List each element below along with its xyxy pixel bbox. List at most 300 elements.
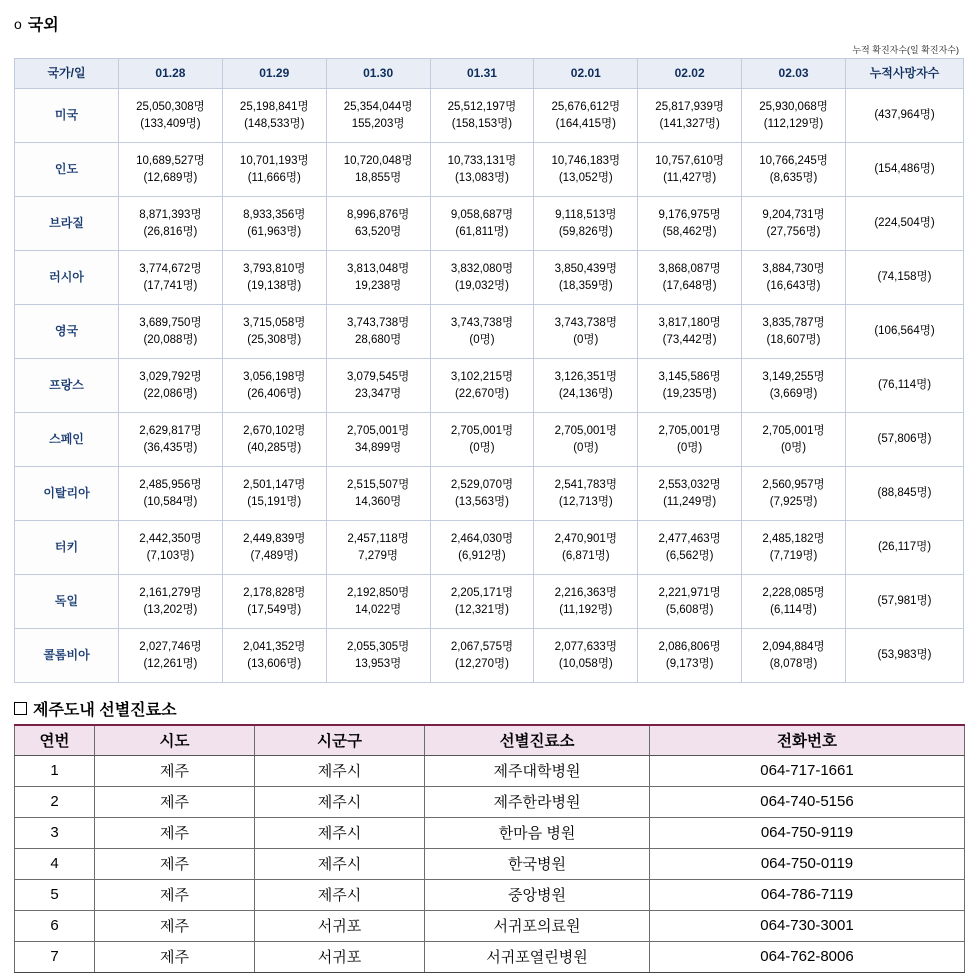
cumulative-cases: 2,464,030명 bbox=[450, 532, 514, 545]
cumulative-cases: 8,933,356명 bbox=[243, 208, 306, 221]
daily-cases: (22,086명) bbox=[143, 387, 198, 400]
cumulative-cases: 2,705,001명 bbox=[762, 424, 825, 437]
overseas-col-0202: 02.02 bbox=[638, 59, 742, 89]
cumulative-cases: 25,512,197명 bbox=[447, 100, 517, 113]
cumulative-cases: 25,930,068명 bbox=[759, 100, 828, 113]
cumulative-cases: 2,629,817명 bbox=[139, 424, 202, 437]
daily-cases: (27,756명) bbox=[766, 225, 821, 238]
clinics-col-sido: 시도 bbox=[95, 725, 255, 755]
cumulative-cases: 2,705,001명 bbox=[658, 424, 721, 437]
daily-cases: (7,925명) bbox=[769, 495, 818, 508]
overseas-data-cell bbox=[638, 629, 742, 683]
cumulative-cases: 10,720,048명 bbox=[343, 154, 413, 167]
cumulative-cases: 2,077,633명 bbox=[554, 640, 617, 653]
overseas-data-cell bbox=[534, 197, 638, 251]
daily-cases: (112,129명) bbox=[763, 117, 824, 130]
cumulative-cases: 3,056,198명 bbox=[243, 370, 306, 383]
daily-cases: 14,022명 bbox=[354, 603, 402, 616]
daily-cases: (58,462명) bbox=[662, 225, 717, 238]
table-row bbox=[15, 305, 964, 359]
overseas-country-cell: 프랑스 bbox=[15, 359, 119, 413]
table-row bbox=[15, 467, 964, 521]
clinic-sigungu-cell: 서귀포 bbox=[255, 941, 425, 972]
cumulative-cases: 2,192,850명 bbox=[346, 586, 410, 599]
overseas-country-cell: 브라질 bbox=[15, 197, 119, 251]
clinic-no-cell: 7 bbox=[15, 941, 95, 972]
daily-cases: 7,279명 bbox=[358, 549, 399, 562]
daily-cases: (6,114명) bbox=[770, 603, 817, 616]
overseas-data-cell bbox=[119, 197, 223, 251]
daily-cases: (6,912명) bbox=[458, 549, 506, 562]
cumulative-cases: 2,161,279명 bbox=[139, 586, 202, 599]
overseas-data-cell bbox=[222, 629, 326, 683]
daily-cases: (17,741명) bbox=[143, 279, 198, 292]
daily-cases: (0명) bbox=[469, 441, 495, 454]
overseas-data-cell bbox=[534, 359, 638, 413]
overseas-data-cell bbox=[430, 305, 534, 359]
cumulative-cases: 2,221,971명 bbox=[658, 586, 721, 599]
overseas-table-header-row bbox=[15, 59, 964, 89]
clinic-sigungu-cell: 제주시 bbox=[255, 786, 425, 817]
daily-cases: (12,713명) bbox=[558, 495, 613, 508]
overseas-data-cell bbox=[534, 521, 638, 575]
cumulative-cases: 2,027,746명 bbox=[139, 640, 202, 653]
overseas-data-cell bbox=[222, 143, 326, 197]
clinic-name-cell: 서귀포열린병원 bbox=[425, 941, 650, 972]
cumulative-cases: 10,766,245명 bbox=[759, 154, 828, 167]
clinic-name-cell: 서귀포의료원 bbox=[425, 910, 650, 941]
overseas-data-cell bbox=[742, 305, 846, 359]
daily-cases: (133,409명) bbox=[140, 117, 201, 130]
cumulative-cases: 9,204,731명 bbox=[762, 208, 825, 221]
overseas-data-cell bbox=[222, 575, 326, 629]
overseas-data-cell bbox=[430, 521, 534, 575]
overseas-data-cell bbox=[119, 413, 223, 467]
cumulative-cases: 2,705,001명 bbox=[450, 424, 514, 437]
cumulative-cases: 3,813,048명 bbox=[346, 262, 410, 275]
clinic-phone-cell: 064-717-1661 bbox=[650, 755, 965, 786]
overseas-data-cell bbox=[638, 305, 742, 359]
overseas-data-cell bbox=[534, 575, 638, 629]
overseas-data-cell bbox=[119, 359, 223, 413]
clinics-heading-label: 제주도내 선별진료소 bbox=[33, 702, 177, 719]
cumulative-cases: 3,029,792명 bbox=[139, 370, 202, 383]
daily-cases: (73,442명) bbox=[662, 333, 717, 346]
cumulative-cases: 2,216,363명 bbox=[554, 586, 617, 599]
daily-cases: (148,533명) bbox=[244, 117, 305, 130]
daily-cases: (13,202명) bbox=[143, 603, 198, 616]
overseas-data-cell bbox=[326, 467, 430, 521]
clinics-col-sigungu: 시군구 bbox=[255, 725, 425, 755]
clinic-phone-cell: 064-750-9119 bbox=[650, 817, 965, 848]
overseas-data-cell bbox=[119, 305, 223, 359]
clinic-no-cell: 2 bbox=[15, 786, 95, 817]
daily-cases: (18,359명) bbox=[558, 279, 613, 292]
overseas-col-0130: 01.30 bbox=[326, 59, 430, 89]
cumulative-cases: 25,676,612명 bbox=[551, 100, 621, 113]
overseas-deaths-cell: (76,114명) bbox=[846, 359, 964, 413]
table-row bbox=[15, 910, 965, 941]
daily-cases: (7,719명) bbox=[769, 549, 818, 562]
cumulative-cases: 3,689,750명 bbox=[139, 316, 202, 329]
overseas-data-cell bbox=[534, 89, 638, 143]
overseas-col-deaths: 누적사망자수 bbox=[846, 59, 964, 89]
cumulative-cases: 2,178,828명 bbox=[243, 586, 306, 599]
overseas-country-cell: 독일 bbox=[15, 575, 119, 629]
overseas-data-cell bbox=[222, 251, 326, 305]
clinic-phone-cell: 064-740-5156 bbox=[650, 786, 965, 817]
overseas-data-cell bbox=[326, 575, 430, 629]
clinic-phone-cell: 064-762-8006 bbox=[650, 941, 965, 972]
clinic-sigungu-cell: 제주시 bbox=[255, 879, 425, 910]
overseas-data-cell bbox=[119, 89, 223, 143]
cumulative-cases: 2,515,507명 bbox=[346, 478, 410, 491]
daily-cases: (26,406명) bbox=[247, 387, 302, 400]
daily-cases: (0명) bbox=[573, 333, 599, 346]
daily-cases: (12,270명) bbox=[454, 657, 509, 670]
clinics-col-phone: 전화번호 bbox=[650, 725, 965, 755]
daily-cases: (158,153명) bbox=[451, 117, 513, 130]
daily-cases: 155,203명 bbox=[351, 117, 405, 130]
table-row bbox=[15, 848, 965, 879]
circle-o-bullet-icon: o bbox=[14, 15, 22, 32]
cumulative-cases: 2,560,957명 bbox=[762, 478, 825, 491]
daily-cases: (16,643명) bbox=[766, 279, 821, 292]
clinic-name-cell: 제주대학병원 bbox=[425, 755, 650, 786]
overseas-data-cell bbox=[430, 575, 534, 629]
clinic-name-cell: 한국병원 bbox=[425, 848, 650, 879]
clinic-no-cell: 4 bbox=[15, 848, 95, 879]
daily-cases: (59,826명) bbox=[558, 225, 613, 238]
cumulative-cases: 9,058,687명 bbox=[450, 208, 514, 221]
daily-cases: (11,666명) bbox=[247, 171, 301, 184]
daily-cases: (13,606명) bbox=[247, 657, 302, 670]
cumulative-cases: 10,689,527명 bbox=[136, 154, 205, 167]
overseas-data-cell bbox=[119, 251, 223, 305]
overseas-heading-label: 국외 bbox=[27, 17, 59, 34]
overseas-col-0129: 01.29 bbox=[222, 59, 326, 89]
clinic-sigungu-cell: 제주시 bbox=[255, 817, 425, 848]
overseas-country-cell: 러시아 bbox=[15, 251, 119, 305]
daily-cases: (5,608명) bbox=[665, 603, 714, 616]
cumulative-cases: 2,457,118명 bbox=[347, 532, 409, 545]
daily-cases: (22,670명) bbox=[454, 387, 509, 400]
daily-cases: (7,489명) bbox=[250, 549, 299, 562]
daily-cases: 13,953명 bbox=[354, 657, 402, 670]
daily-cases: (19,032명) bbox=[454, 279, 509, 292]
table-row bbox=[15, 359, 964, 413]
cumulative-cases: 2,449,839명 bbox=[243, 532, 306, 545]
cumulative-cases: 2,501,147명 bbox=[243, 478, 306, 491]
daily-cases: 63,520명 bbox=[354, 225, 402, 238]
cumulative-cases: 2,442,350명 bbox=[139, 532, 202, 545]
daily-cases: (10,058명) bbox=[558, 657, 613, 670]
overseas-country-cell: 영국 bbox=[15, 305, 119, 359]
clinic-sido-cell: 제주 bbox=[95, 755, 255, 786]
daily-cases: (6,562명) bbox=[665, 549, 714, 562]
overseas-data-cell bbox=[742, 359, 846, 413]
cumulative-cases: 2,470,901명 bbox=[554, 532, 617, 545]
overseas-country-cell: 인도 bbox=[15, 143, 119, 197]
daily-cases: 14,360명 bbox=[354, 495, 402, 508]
daily-cases: (7,103명) bbox=[146, 549, 195, 562]
overseas-data-cell bbox=[326, 89, 430, 143]
overseas-data-cell bbox=[326, 305, 430, 359]
table-row bbox=[15, 817, 965, 848]
daily-cases: 18,855명 bbox=[354, 171, 402, 184]
cumulative-cases: 3,817,180명 bbox=[658, 316, 721, 329]
overseas-data-cell bbox=[638, 251, 742, 305]
daily-cases: (3,669명) bbox=[769, 387, 818, 400]
overseas-data-cell bbox=[638, 575, 742, 629]
table-row bbox=[15, 941, 965, 972]
cumulative-cases: 3,079,545명 bbox=[346, 370, 410, 383]
overseas-deaths-cell: (437,964명) bbox=[846, 89, 964, 143]
table-row bbox=[15, 786, 965, 817]
overseas-data-cell bbox=[638, 521, 742, 575]
clinic-sido-cell: 제주 bbox=[95, 910, 255, 941]
daily-cases: (11,249명) bbox=[663, 495, 717, 508]
table-row bbox=[15, 575, 964, 629]
table-row bbox=[15, 143, 964, 197]
overseas-col-0203: 02.03 bbox=[742, 59, 846, 89]
daily-cases: (0명) bbox=[469, 333, 495, 346]
cumulative-cases: 3,793,810명 bbox=[243, 262, 306, 275]
cumulative-cases: 3,835,787명 bbox=[762, 316, 825, 329]
overseas-data-cell bbox=[222, 413, 326, 467]
overseas-data-cell bbox=[326, 359, 430, 413]
table-row bbox=[15, 629, 964, 683]
cumulative-cases: 10,701,193명 bbox=[239, 154, 309, 167]
daily-cases: (11,427명) bbox=[663, 171, 717, 184]
overseas-data-cell bbox=[638, 197, 742, 251]
overseas-data-cell bbox=[742, 251, 846, 305]
cumulative-cases: 3,743,738명 bbox=[346, 316, 410, 329]
overseas-data-cell bbox=[534, 467, 638, 521]
table-row bbox=[15, 251, 964, 305]
overseas-deaths-cell: (106,564명) bbox=[846, 305, 964, 359]
overseas-data-cell bbox=[430, 197, 534, 251]
clinic-no-cell: 3 bbox=[15, 817, 95, 848]
cumulative-cases: 3,868,087명 bbox=[658, 262, 721, 275]
overseas-data-cell bbox=[742, 89, 846, 143]
overseas-data-cell bbox=[119, 629, 223, 683]
clinic-no-cell: 1 bbox=[15, 755, 95, 786]
overseas-data-cell bbox=[742, 143, 846, 197]
cumulative-cases: 10,733,131명 bbox=[447, 154, 517, 167]
cumulative-cases: 10,757,610명 bbox=[655, 154, 724, 167]
overseas-deaths-cell: (74,158명) bbox=[846, 251, 964, 305]
daily-cases: (40,285명) bbox=[247, 441, 302, 454]
overseas-col-0131: 01.31 bbox=[430, 59, 534, 89]
overseas-deaths-cell: (57,981명) bbox=[846, 575, 964, 629]
clinics-section-heading bbox=[14, 697, 965, 720]
overseas-data-cell bbox=[326, 197, 430, 251]
cumulative-cases: 2,541,783명 bbox=[554, 478, 617, 491]
daily-cases: (0명) bbox=[573, 441, 599, 454]
daily-cases: (61,963명) bbox=[247, 225, 302, 238]
overseas-country-cell: 미국 bbox=[15, 89, 119, 143]
clinic-name-cell: 중앙병원 bbox=[425, 879, 650, 910]
overseas-data-cell bbox=[638, 143, 742, 197]
daily-cases: (19,235명) bbox=[662, 387, 717, 400]
daily-cases: (19,138명) bbox=[247, 279, 302, 292]
daily-cases: (12,321명) bbox=[454, 603, 509, 616]
overseas-section-heading bbox=[14, 12, 965, 35]
overseas-data-cell bbox=[222, 197, 326, 251]
overseas-data-cell bbox=[742, 629, 846, 683]
clinic-sigungu-cell: 제주시 bbox=[255, 755, 425, 786]
overseas-data-cell bbox=[326, 629, 430, 683]
daily-cases: 23,347명 bbox=[354, 387, 402, 400]
clinic-sido-cell: 제주 bbox=[95, 786, 255, 817]
daily-cases: 34,899명 bbox=[354, 441, 402, 454]
clinic-sigungu-cell: 서귀포 bbox=[255, 910, 425, 941]
overseas-data-cell bbox=[326, 521, 430, 575]
overseas-country-cell: 터키 bbox=[15, 521, 119, 575]
overseas-deaths-cell: (57,806명) bbox=[846, 413, 964, 467]
daily-cases: (164,415명) bbox=[555, 117, 616, 130]
cumulative-cases: 2,041,352명 bbox=[243, 640, 306, 653]
cumulative-cases: 3,102,215명 bbox=[450, 370, 514, 383]
clinic-sido-cell: 제주 bbox=[95, 879, 255, 910]
clinic-sido-cell: 제주 bbox=[95, 941, 255, 972]
cumulative-cases: 3,145,586명 bbox=[658, 370, 721, 383]
table-row bbox=[15, 197, 964, 251]
cumulative-cases: 2,553,032명 bbox=[658, 478, 721, 491]
cumulative-cases: 9,118,513명 bbox=[555, 208, 617, 221]
cumulative-cases: 25,198,841명 bbox=[239, 100, 309, 113]
overseas-data-cell bbox=[119, 521, 223, 575]
clinics-table bbox=[14, 724, 965, 973]
daily-cases: (12,689명) bbox=[143, 171, 198, 184]
cumulative-cases: 2,529,070명 bbox=[450, 478, 514, 491]
cumulative-cases: 25,050,308명 bbox=[136, 100, 205, 113]
overseas-data-cell bbox=[534, 251, 638, 305]
cumulative-cases: 3,715,058명 bbox=[243, 316, 306, 329]
daily-cases: (10,584명) bbox=[143, 495, 198, 508]
overseas-data-cell bbox=[326, 251, 430, 305]
overseas-data-cell bbox=[430, 359, 534, 413]
clinic-name-cell: 제주한라병원 bbox=[425, 786, 650, 817]
overseas-data-cell bbox=[638, 413, 742, 467]
clinic-phone-cell: 064-730-3001 bbox=[650, 910, 965, 941]
cumulative-cases: 2,705,001명 bbox=[346, 424, 410, 437]
overseas-col-country: 국가/일 bbox=[15, 59, 119, 89]
daily-cases: (20,088명) bbox=[143, 333, 198, 346]
clinic-phone-cell: 064-750-0119 bbox=[650, 848, 965, 879]
clinics-table-header-row bbox=[15, 725, 965, 755]
overseas-deaths-cell: (88,845명) bbox=[846, 467, 964, 521]
daily-cases: 28,680명 bbox=[354, 333, 402, 346]
overseas-deaths-cell: (224,504명) bbox=[846, 197, 964, 251]
daily-cases: (8,078명) bbox=[769, 657, 818, 670]
overseas-col-0128: 01.28 bbox=[119, 59, 223, 89]
cumulative-cases: 8,996,876명 bbox=[346, 208, 410, 221]
cumulative-cases: 2,485,956명 bbox=[139, 478, 202, 491]
overseas-country-cell: 콜롬비아 bbox=[15, 629, 119, 683]
daily-cases: (6,871명) bbox=[562, 549, 610, 562]
overseas-deaths-cell: (154,486명) bbox=[846, 143, 964, 197]
clinic-no-cell: 6 bbox=[15, 910, 95, 941]
overseas-deaths-cell: (53,983명) bbox=[846, 629, 964, 683]
overseas-data-cell bbox=[638, 89, 742, 143]
overseas-data-cell bbox=[430, 251, 534, 305]
cumulative-cases: 3,832,080명 bbox=[450, 262, 514, 275]
clinic-sido-cell: 제주 bbox=[95, 817, 255, 848]
cumulative-cases: 2,055,305명 bbox=[346, 640, 410, 653]
table-row bbox=[15, 879, 965, 910]
daily-cases: (9,173명) bbox=[665, 657, 714, 670]
cumulative-cases: 3,774,672명 bbox=[139, 262, 202, 275]
overseas-data-cell bbox=[222, 89, 326, 143]
daily-cases: (36,435명) bbox=[143, 441, 198, 454]
overseas-data-cell bbox=[638, 467, 742, 521]
cumulative-cases: 2,228,085명 bbox=[762, 586, 825, 599]
overseas-table-note: 누적 확진자수(일 확진자수) bbox=[852, 45, 959, 55]
cumulative-cases: 2,477,463명 bbox=[658, 532, 721, 545]
clinics-col-no: 연번 bbox=[15, 725, 95, 755]
overseas-data-cell bbox=[430, 629, 534, 683]
cumulative-cases: 2,094,884명 bbox=[762, 640, 825, 653]
overseas-data-cell bbox=[222, 305, 326, 359]
table-row bbox=[15, 755, 965, 786]
cumulative-cases: 3,149,255명 bbox=[762, 370, 825, 383]
overseas-data-cell bbox=[222, 467, 326, 521]
overseas-data-cell bbox=[742, 467, 846, 521]
overseas-data-cell bbox=[534, 143, 638, 197]
daily-cases: (61,811명) bbox=[455, 225, 509, 238]
overseas-country-cell: 이탈리아 bbox=[15, 467, 119, 521]
overseas-data-cell bbox=[742, 575, 846, 629]
cumulative-cases: 3,850,439명 bbox=[554, 262, 617, 275]
clinic-no-cell: 5 bbox=[15, 879, 95, 910]
cumulative-cases: 3,126,351명 bbox=[554, 370, 617, 383]
daily-cases: 19,238명 bbox=[354, 279, 402, 292]
clinics-col-name: 선별진료소 bbox=[425, 725, 650, 755]
clinic-name-cell: 한마음 병원 bbox=[425, 817, 650, 848]
cumulative-cases: 8,871,393명 bbox=[139, 208, 202, 221]
daily-cases: (26,816명) bbox=[143, 225, 198, 238]
cumulative-cases: 10,746,183명 bbox=[551, 154, 621, 167]
daily-cases: (25,308명) bbox=[247, 333, 302, 346]
overseas-data-cell bbox=[534, 305, 638, 359]
table-row bbox=[15, 413, 964, 467]
overseas-data-cell bbox=[222, 359, 326, 413]
daily-cases: (0명) bbox=[677, 441, 703, 454]
cumulative-cases: 3,884,730명 bbox=[762, 262, 825, 275]
cumulative-cases: 2,205,171명 bbox=[450, 586, 514, 599]
daily-cases: (17,648명) bbox=[662, 279, 717, 292]
overseas-deaths-cell: (26,117명) bbox=[846, 521, 964, 575]
clinic-sido-cell: 제주 bbox=[95, 848, 255, 879]
cumulative-cases: 2,067,575명 bbox=[450, 640, 514, 653]
daily-cases: (8,635명) bbox=[769, 171, 818, 184]
daily-cases: (141,327명) bbox=[659, 117, 720, 130]
overseas-data-cell bbox=[742, 197, 846, 251]
table-row bbox=[15, 521, 964, 575]
daily-cases: (13,083명) bbox=[454, 171, 509, 184]
daily-cases: (13,052명) bbox=[558, 171, 613, 184]
daily-cases: (17,549명) bbox=[247, 603, 302, 616]
square-bullet-icon bbox=[14, 702, 27, 715]
clinic-sigungu-cell: 제주시 bbox=[255, 848, 425, 879]
overseas-data-cell bbox=[119, 467, 223, 521]
overseas-data-cell bbox=[326, 413, 430, 467]
overseas-data-cell bbox=[742, 521, 846, 575]
overseas-data-cell bbox=[119, 143, 223, 197]
cumulative-cases: 2,705,001명 bbox=[554, 424, 617, 437]
